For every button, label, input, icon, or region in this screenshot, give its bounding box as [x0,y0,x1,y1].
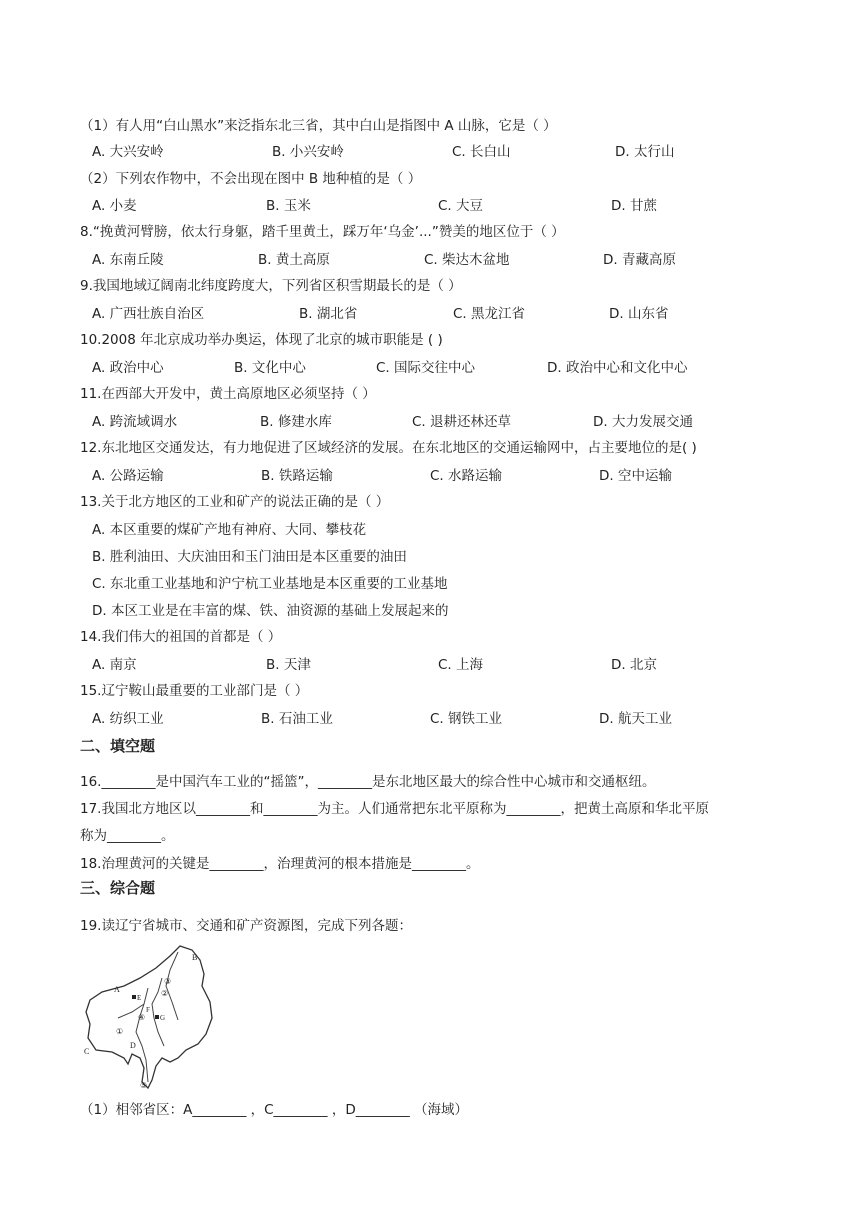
option-c: C. 国际交往中心 [376,360,476,376]
option-d: D. 北京 [611,657,657,673]
railway-line-north [166,952,178,1020]
section-heading-fill-in: 二、填空题 [80,737,156,755]
q15-stem: 15.辽宁鞍山最重要的工业部门是（ ） [80,683,309,699]
option-c: C. 长白山 [452,144,511,160]
q13-option-a: A. 本区重要的煤矿产地有神府、大同、攀枝花 [92,522,367,538]
option-b: B. 修建水库 [260,414,332,430]
q8-options [92,250,792,270]
q17-text-line2: 称为________。 [80,828,175,844]
option-a: A. 小麦 [92,198,137,214]
option-b: B. 天津 [266,657,311,673]
map-label-g: G [160,1014,166,1022]
q19-stem: 19.读辽宁省城市、交通和矿产资源图，完成下列各题： [80,918,412,934]
option-d: D. 太行山 [615,144,675,160]
q13-option-c: C. 东北重工业基地和沪宁杭工业基地是本区重要的工业基地 [92,576,448,592]
q19-sub1-text: （1）相邻省区：A________ ，C________ ，D________ （海域） [80,1102,469,1118]
map-label-1: ① [116,1027,124,1036]
option-c: C. 黑龙江省 [453,306,526,322]
railway-line [136,988,148,1082]
option-d: D. 航天工业 [599,711,672,727]
map-label-b: B [192,953,198,962]
option-d: D. 政治中心和文化中心 [547,360,688,376]
q8-stem: 8.“挽黄河臂膀，依太行身躯，踏千里黄土，踩万年‘乌金’...”赞美的地区位于（ ） [80,224,565,240]
q11-options [92,412,792,432]
option-c: C. 大豆 [438,198,484,214]
q7-sub2-stem: （2）下列农作物中，不会出现在图中 B 地种植的是（ ） [80,171,422,187]
q16-text: 16.________是中国汽车工业的“摇篮”，________是东北地区最大的综合性中心城市和交通枢纽。 [80,774,656,790]
option-c: C. 退耕还林还草 [412,414,512,430]
map-label-4: ④ [138,1013,146,1022]
option-c: C. 柴达木盆地 [424,252,510,268]
option-a: A. 大兴安岭 [92,144,164,160]
map-label-f: F [146,1006,150,1014]
q13-option-d: D. 本区工业是在丰富的煤、铁、油资源的基础上发展起来的 [92,603,449,619]
province-outline [86,946,212,1088]
option-c: C. 水路运输 [430,468,503,484]
map-label-3: ③ [164,977,172,986]
option-a: A. 公路运输 [92,468,164,484]
option-a: A. 南京 [92,657,137,673]
liaoning-map [82,942,216,1092]
q12-options [92,466,792,486]
option-b: B. 铁路运输 [261,468,333,484]
option-b: B. 石油工业 [261,711,333,727]
option-d: D. 青藏高原 [603,252,676,268]
q13-option-b: B. 胜利油田、大庆油田和玉门油田是本区重要的油田 [92,549,407,565]
option-d: D. 空中运输 [599,468,672,484]
option-b: B. 湖北省 [299,306,358,322]
q11-stem: 11.在西部大开发中，黄土高原地区必须坚持（ ） [80,386,376,402]
option-b: B. 黄土高原 [258,252,330,268]
option-a: A. 政治中心 [92,360,164,376]
map-label-e: E [137,994,142,1002]
option-d: D. 大力发展交通 [593,414,693,430]
q7-sub1-stem: （1）有人用“白山黑水”来泛指东北三省，其中白山是指图中 A 山脉，它是（ ） [80,118,557,134]
option-a: A. 纺织工业 [92,711,164,727]
q9-stem: 9.我国地域辽阔南北纬度跨度大，下列省区积雪期最长的是（ ） [80,278,462,294]
map-label-d: D [130,1041,136,1050]
q7-sub1-options [92,142,792,162]
option-c: C. 上海 [438,657,484,673]
q10-options [92,358,792,378]
q15-options [92,709,792,729]
q17-text-line1: 17.我国北方地区以________和________为主。人们通常把东北平原称为________，把黄土高原和华北平原 [80,801,709,817]
option-a: A. 跨流域调水 [92,414,178,430]
option-b: B. 玉米 [266,198,311,214]
map-label-a: A [114,985,120,994]
q14-stem: 14.我们伟大的祖国的首都是（ ） [80,629,282,645]
q10-stem: 10.2008 年北京成功举办奥运，体现了北京的城市职能是 ( ) [80,332,443,348]
option-d: D. 山东省 [609,306,669,322]
option-b: B. 小兴安岭 [272,144,344,160]
q18-text: 18.治理黄河的关键是________，治理黄河的根本措施是________。 [80,856,480,872]
q7-sub2-options [92,196,792,216]
option-d: D. 甘蔗 [611,198,657,214]
q14-options [92,655,792,675]
mine-symbol-g [155,1015,159,1019]
map-label-2: ② [161,989,169,998]
map-label-c: C [84,1047,90,1056]
map-label-5: ⑤ [140,1081,148,1090]
option-a: A. 广西壮族自治区 [92,306,205,322]
mine-symbol-e [132,995,136,999]
option-a: A. 东南丘陵 [92,252,164,268]
q9-options [92,304,792,324]
section-heading-comprehensive: 三、综合题 [80,879,156,897]
q12-stem: 12.东北地区交通发达，有力地促进了区域经济的发展。在东北地区的交通运输网中，占主要地位的是( ) [80,440,697,456]
option-c: C. 钢铁工业 [430,711,503,727]
q13-stem: 13.关于北方地区的工业和矿产的说法正确的是（ ） [80,494,390,510]
option-b: B. 文化中心 [234,360,306,376]
